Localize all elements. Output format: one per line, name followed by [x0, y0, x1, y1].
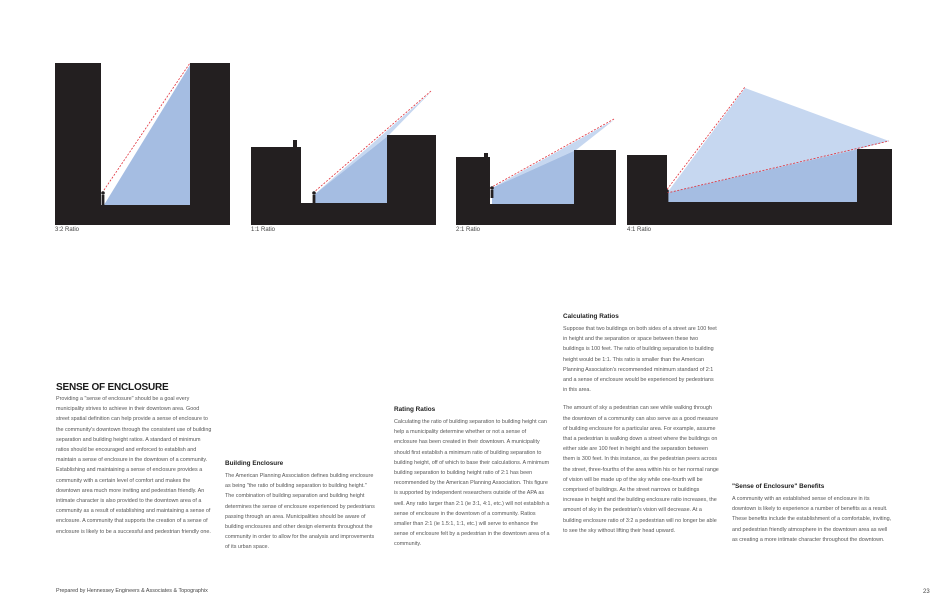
street — [101, 205, 190, 225]
left-building-cap — [293, 140, 297, 148]
diagram-label: 1:1 Ratio — [251, 227, 276, 233]
sky-view-area — [315, 135, 389, 205]
left-building-cap — [484, 153, 488, 158]
calculating-ratios-body-2: The amount of sky a pedestrian can see while walking through the downtown of a community can also serve as a good measure of building enclosure for a particular area. For example, assume that a pedestrian is walking down a street where the buildings on either side are 100 feet in height and the separation between them is 300 feet. In this instance, as the pedestrian peers across the street, three-fourths of the area within his or her normal range of vision will be made up of the sky while one-fourth will be comprised of buildings. As the street narrows or buildings increase in height and the building enclosure ratio increases, the amount of sky in the pedestrian's vision will decrease. At a building enclosure ratio of 3:2 a pedestrian will no longer be able to see the sky without lifting their head upward. — [563, 405, 719, 534]
enclosure-diagram-2-1 — [456, 112, 616, 225]
left-building — [456, 157, 490, 225]
pedestrian-icon — [665, 189, 669, 202]
footer-credit: Prepared by Hennessey Engineers & Associates & Topographix — [56, 588, 208, 594]
pedestrian-icon — [101, 191, 105, 205]
building-enclosure-column — [225, 459, 375, 561]
page-number: 23 — [923, 589, 930, 595]
diagram-label: 2:1 Ratio — [456, 227, 481, 233]
diagram-2-1-ratio — [456, 112, 616, 233]
left-building — [627, 155, 667, 225]
street — [301, 203, 387, 225]
building-enclosure-body: The American Planning Association defines building enclosure as being "the ratio of building separation to building height." The combination of building separation and building height determines the sense of enclosure experienced by pedestrians passing through an area. Municipalities should be aware of building enclosures and other design elements throughout the community in order to allow for the analysis and improvements of its urban space. — [225, 473, 375, 551]
diagram-label: 4:1 Ratio — [627, 227, 652, 233]
enclosure-diagram-1-1 — [251, 90, 436, 225]
right-building — [574, 150, 616, 225]
sky-view-area — [492, 150, 576, 205]
left-building — [251, 147, 301, 225]
enclosure-diagram-3-2 — [55, 55, 230, 225]
sense-of-enclosure-title: SENSE OF ENCLOSURE — [56, 382, 169, 393]
right-building — [857, 149, 892, 225]
diagram-4-1-ratio — [627, 85, 892, 233]
right-building — [387, 135, 436, 225]
pedestrian-icon — [312, 191, 316, 204]
enclosure-diagram-4-1 — [627, 85, 892, 225]
diagram-1-1-ratio — [251, 90, 436, 233]
rating-ratios-body: Calculating the ratio of building separation to building height can help a municipality determine whether or not a sense of enclosure has been created in their downtown. A municipality should first establish a minimum ratio of building separation to building height, off of which to base their calculations. A minimum building separation to building height ratio of 2:1 has been recommended by the American Planning Association. This figure is supported by independent researchers outside of the APA as well. Any ratio larger than 2:1 (ie 3:1, 4:1, etc.) will not establish a sense of enclosure in the downtown of a community. Ratios smaller than 2:1 (ie 1.5:1, 1:1, etc.) will serve to enhance the sense of enclosure felt by a pedestrian in the downtown area of a community. — [394, 419, 550, 548]
sense-of-enclosure-column — [56, 394, 212, 545]
building-enclosure-title: Building Enclosure — [225, 460, 284, 467]
calculating-ratios-title: Calculating Ratios — [563, 313, 619, 320]
diagram-label: 3:2 Ratio — [55, 227, 80, 233]
benefits-column — [732, 482, 892, 553]
sense-of-enclosure-body: Providing a "sense of enclosure" should be a goal every municipality strives to achieve in their downtown area. Good street spatial definition can help provide a sense of enclosure to the community's downtown through the consistent use of building separation and building height ratios. A standard of minimum ratios should be encouraged and enforced to establish and maintain a sense of enclosure in the downtown of a community. Establishing and maintaining a sense of enclosure provides a community with a certain level of comfort and makes the downtown area much more inviting and pedestrian friendly. An intimate character is also provided to the downtown area of a community as a result of establishing and maintaining a sense of enclosure. A community that supports the creation of a sense of enclosure is likely to be a successful and pedestrian friendly one. — [56, 396, 212, 535]
diagram-3-2-ratio — [55, 55, 230, 233]
calculating-ratios-column — [563, 312, 719, 544]
rating-ratios-title: Rating Ratios — [394, 406, 436, 413]
rating-ratios-column — [394, 405, 550, 558]
street — [490, 204, 574, 225]
sky-view-area — [104, 65, 190, 205]
left-building — [55, 63, 101, 225]
calculating-ratios-body-1: Suppose that two buildings on both sides of a street are 100 feet in height and the separation or space between these two buildings is 100 feet. The ratio of building separation to building height would be 1:1. This ratio is smaller than the American Planning Association's recommended minimum standard of 2:1 and a sense of enclosure would be experienced by pedestrians in this area. — [563, 326, 717, 394]
benefits-title: "Sense of Enclosure" Benefits — [732, 483, 825, 490]
benefits-body: A community with an established sense of enclosure in its downtown is likely to experience a number of benefits as a result. These benefits include the establishment of a comfortable, inviting, and pedestrian friendly atmosphere in the downtown area as well as creating a more intimate character throughout the downtown. — [732, 496, 892, 543]
street — [667, 202, 857, 225]
right-building — [190, 63, 230, 225]
pedestrian-icon — [490, 186, 494, 198]
